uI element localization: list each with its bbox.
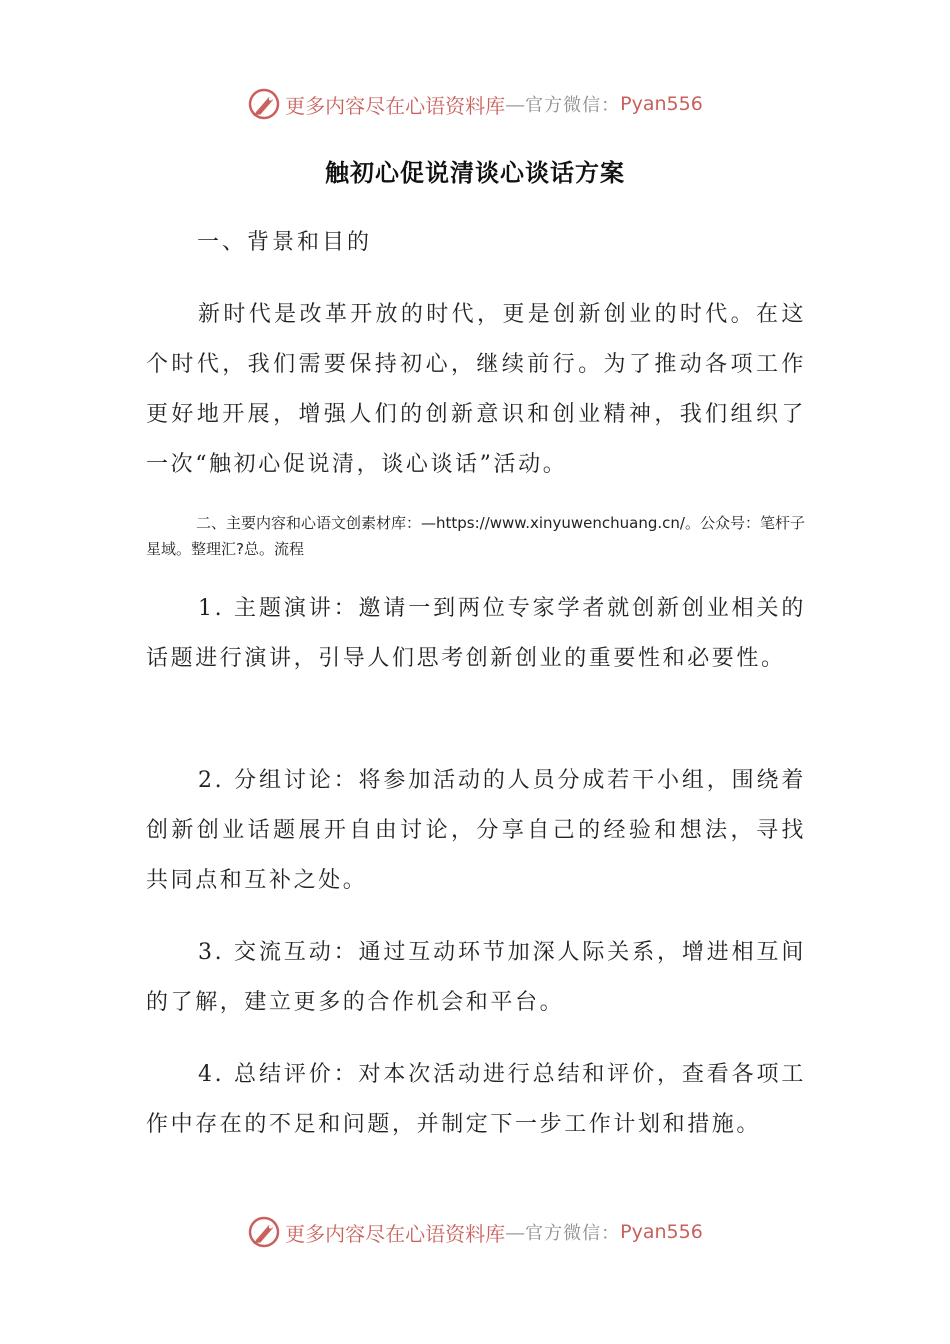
- watermark-wechat-id: Pyan556: [620, 93, 703, 115]
- watermark-dash: —: [505, 1220, 526, 1244]
- list-item-3: 3. 交流互动：通过互动环节加深人际关系，增进相互间的了解，建立更多的合作机会和平台。: [146, 940, 806, 1015]
- pen-nib-logo-icon: [247, 1215, 281, 1249]
- watermark-site-text: 更多内容尽在心语资料库: [285, 93, 506, 118]
- watermark-dash: —: [505, 92, 526, 116]
- section1-paragraph: 新时代是改革开放的时代，更是创新创业的时代。在这个时代，我们需要保持初心，继续前行。为了推动各项工作更好地开展，增强人们的创新意识和创业精神，我们组织了一次“触初心促说清，谈心谈话”活动。: [146, 302, 806, 477]
- pen-nib-logo-icon: [247, 87, 281, 121]
- watermark-site-text: 更多内容尽在心语资料库: [285, 1221, 506, 1246]
- watermark-wechat-id: Pyan556: [620, 1221, 703, 1243]
- watermark-official-label: 官方微信：: [525, 1223, 621, 1244]
- list-item-4: 4. 总结评价：对本次活动进行总结和评价，查看各项工作中存在的不足和问题，并制定下一步工作计划和措施。: [146, 1062, 806, 1137]
- list-item-1: 1. 主题演讲：邀请一到两位专家学者就创新创业相关的话题进行演讲，引导人们思考创新创业的重要性和必要性。: [146, 596, 806, 671]
- header-watermark: [0, 84, 950, 124]
- watermark-official-label: 官方微信：: [525, 95, 621, 116]
- list-item-2: 2. 分组讨论：将参加活动的人员分成若干小组，围绕着创新创业话题展开自由讨论，分享自己的经验和想法，寻找共同点和互补之处。: [146, 768, 806, 893]
- section1-heading: 一、背景和目的: [197, 230, 373, 255]
- footer-watermark: [0, 1212, 950, 1252]
- document-title: 触初心促说清谈心谈话方案: [325, 158, 625, 187]
- section2-heading-line: 二、主要内容和心语文创素材库：—https://www.xinyuwenchuang.cn/。公众号：笔杆子星域。整理汇?总。流程: [146, 514, 805, 558]
